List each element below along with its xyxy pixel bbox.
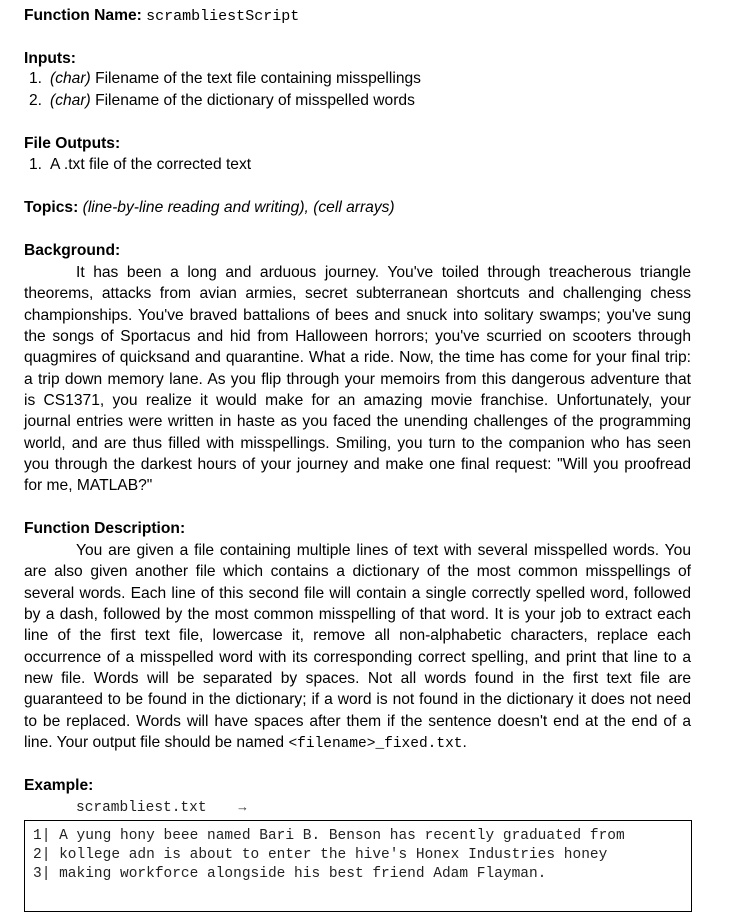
- function-description-heading: Function Description:: [24, 520, 186, 537]
- list-number: 2.: [28, 91, 42, 109]
- inputs-heading: Inputs:: [24, 50, 76, 67]
- input-type: (char): [50, 91, 91, 109]
- output-description: A .txt file of the corrected text: [50, 156, 252, 173]
- function-name-line: [24, 5, 299, 27]
- input-description: Filename of the text file containing misspellings: [90, 70, 421, 87]
- function-name-value: scrambliestScript: [146, 8, 300, 25]
- function-description-paragraph: [24, 540, 691, 755]
- input-type: (char): [50, 70, 91, 87]
- file-outputs-list: [0, 154, 251, 176]
- example-heading: Example:: [24, 777, 94, 794]
- topics-label: Topics:: [24, 199, 79, 216]
- topics-value: (line-by-line reading and writing), (cell arrays): [82, 199, 395, 216]
- inputs-list: [0, 68, 421, 111]
- description-tail: .: [462, 734, 467, 752]
- list-item: [0, 154, 251, 176]
- background-heading: Background:: [24, 242, 121, 259]
- background-paragraph: It has been a long and arduous journey. You've toiled through treacherous triangle theorems, attacks from avian armies, secret subterranean shortcuts and challenging chess championships. You've braved battalions of bees and snuck into solitary swamps; you've sung the songs of Sportacus and hid from Halloween horrors; you've scurried on scooters through quagmires of quicksand and quarantine. What a ride. Now, the time has come for your final trip: a trip down memory lane. As you flip through your memoirs from this dangerous adventure that is CS1371, you realize it would make for an amazing movie franchise. Unfortunately, your journal entries were written in haste as you faced the unending challenges of the programming world, and are thus filled with misspellings. Smiling, you turn to the companion who has seen you through the darkest hours of your journey and make one final request: "Will you proofread for me, MATLAB?": [24, 264, 691, 495]
- code-line: 1| A yung hony beee named Bari B. Benson has recently graduated from: [33, 828, 625, 844]
- list-number: 1.: [28, 70, 42, 87]
- input-description: Filename of the dictionary of misspelled words: [90, 91, 415, 109]
- description-text: You are given a file containing multiple lines of text with several misspelled words. You are also given another file which contains a dictionary of the most common misspellings of several words. Each line of this second file will contain a single correctly spelled word, followed by a dash, followed by the most common misspelling of that word. It is your job to extract each line of the first text file, lowercase it, remove all non-alphabetic characters, replace each occurrence of a misspelled word with its corresponding correct spelling, and print that line to a new file. Words will be separated by spaces. Not all words found in the first text file are guaranteed to be found in the dictionary; if a word is not found in the dictionary it does not need to be replaced. Words will have spaces after them if the sentence doesn't end at the end of a line. Your output file should be named: [24, 542, 691, 752]
- list-number: 1.: [28, 156, 42, 173]
- file-outputs-heading: File Outputs:: [24, 135, 121, 152]
- output-filename-code: <filename>_fixed.txt: [288, 736, 463, 753]
- code-line: 2| kollege adn is about to enter the hive's Honex Industries honey: [33, 847, 608, 864]
- list-item: [0, 90, 421, 112]
- example-code-box: [24, 820, 692, 912]
- list-item: [0, 68, 421, 90]
- example-filename: scrambliest.txt: [76, 800, 207, 816]
- function-name-label: Function Name:: [24, 7, 142, 24]
- arrow-right-icon: →: [236, 799, 249, 814]
- topics-line: [24, 197, 395, 219]
- code-line: 3| making workforce alongside his best friend Adam Flayman.: [33, 866, 547, 883]
